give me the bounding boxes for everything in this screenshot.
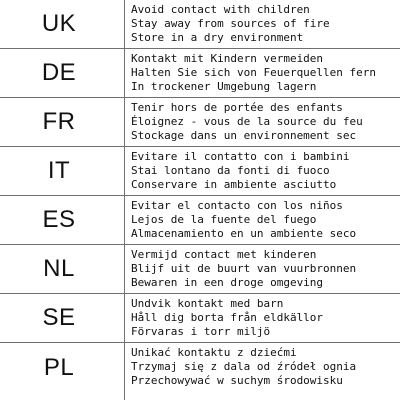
warning-line-storage: Conservare in ambiente asciutto — [131, 178, 337, 191]
warning-line-fire: Stai lontano da fonti di fuoco — [131, 164, 330, 177]
warning-line-children: Undvik kontakt med barn — [131, 297, 284, 310]
row-es — [0, 196, 400, 245]
warning-line-storage: Förvaras i torr miljö — [131, 325, 271, 338]
warning-line-fire: Lejos de la fuente del fuego — [131, 213, 317, 226]
column-divider — [124, 0, 125, 49]
warning-line-children: Tenir hors de portée des enfants — [131, 101, 343, 114]
warning-line-storage: Store in a dry environment — [131, 31, 304, 44]
country-code-pl: PL — [43, 354, 75, 381]
column-divider — [124, 147, 125, 196]
warning-text-fr — [131, 101, 400, 143]
warning-line-children: Vermijd contact met kinderen — [131, 248, 317, 261]
country-code-it: IT — [47, 157, 71, 184]
warning-line-storage: Przechowywać w suchym środowisku — [131, 374, 343, 387]
warning-line-children: Evitare il contatto con i bambini — [131, 150, 350, 163]
row-de — [0, 49, 400, 98]
row-uk — [0, 0, 400, 49]
warning-text-se — [131, 297, 400, 339]
warning-line-children: Unikać kontaktu z dziećmi — [131, 346, 297, 359]
row-fr — [0, 98, 400, 147]
warning-line-fire: Trzymaj się z dala od źródeł ognia — [131, 360, 357, 373]
row-se — [0, 294, 400, 343]
column-divider — [124, 49, 125, 98]
row-it — [0, 147, 400, 196]
warning-text-nl — [131, 248, 400, 290]
warning-line-children: Evitar el contacto con los niños — [131, 199, 343, 212]
column-divider — [124, 196, 125, 245]
warning-text-it — [131, 150, 400, 192]
warning-line-storage: Almacenamiento en un ambiente seco — [131, 227, 357, 240]
country-code-uk: UK — [41, 10, 77, 37]
warning-line-children: Avoid contact with children — [131, 3, 310, 16]
warning-text-pl — [131, 346, 400, 388]
warning-line-fire: Håll dig borta från eldkällor — [131, 311, 324, 324]
column-divider — [124, 98, 125, 147]
column-divider — [124, 245, 125, 294]
warning-line-children: Kontakt mit Kindern vermeiden — [131, 52, 324, 65]
column-divider — [124, 294, 125, 343]
warning-line-fire: Éloignez - vous de la source du feu — [131, 115, 363, 128]
warning-text-es — [131, 199, 400, 241]
country-code-nl: NL — [43, 255, 75, 282]
country-code-es: ES — [42, 206, 76, 233]
column-divider — [124, 343, 125, 400]
row-nl — [0, 245, 400, 294]
warning-line-fire: Stay away from sources of fire — [131, 17, 330, 30]
warning-line-storage: In trockener Umgebung lagern — [131, 80, 317, 93]
country-code-fr: FR — [42, 108, 76, 135]
warning-line-storage: Stockage dans un environnement sec — [131, 129, 357, 142]
country-code-de: DE — [41, 59, 77, 86]
warning-text-de — [131, 52, 400, 94]
country-code-se: SE — [42, 304, 76, 331]
warning-line-fire: Halten Sie sich von Feuerquellen fern — [131, 66, 377, 79]
warning-line-fire: Blijf uit de buurt van vuurbronnen — [131, 262, 357, 275]
row-pl — [0, 343, 400, 400]
warning-line-storage: Bewaren in een droge omgeving — [131, 276, 324, 289]
warning-text-uk — [131, 3, 400, 45]
